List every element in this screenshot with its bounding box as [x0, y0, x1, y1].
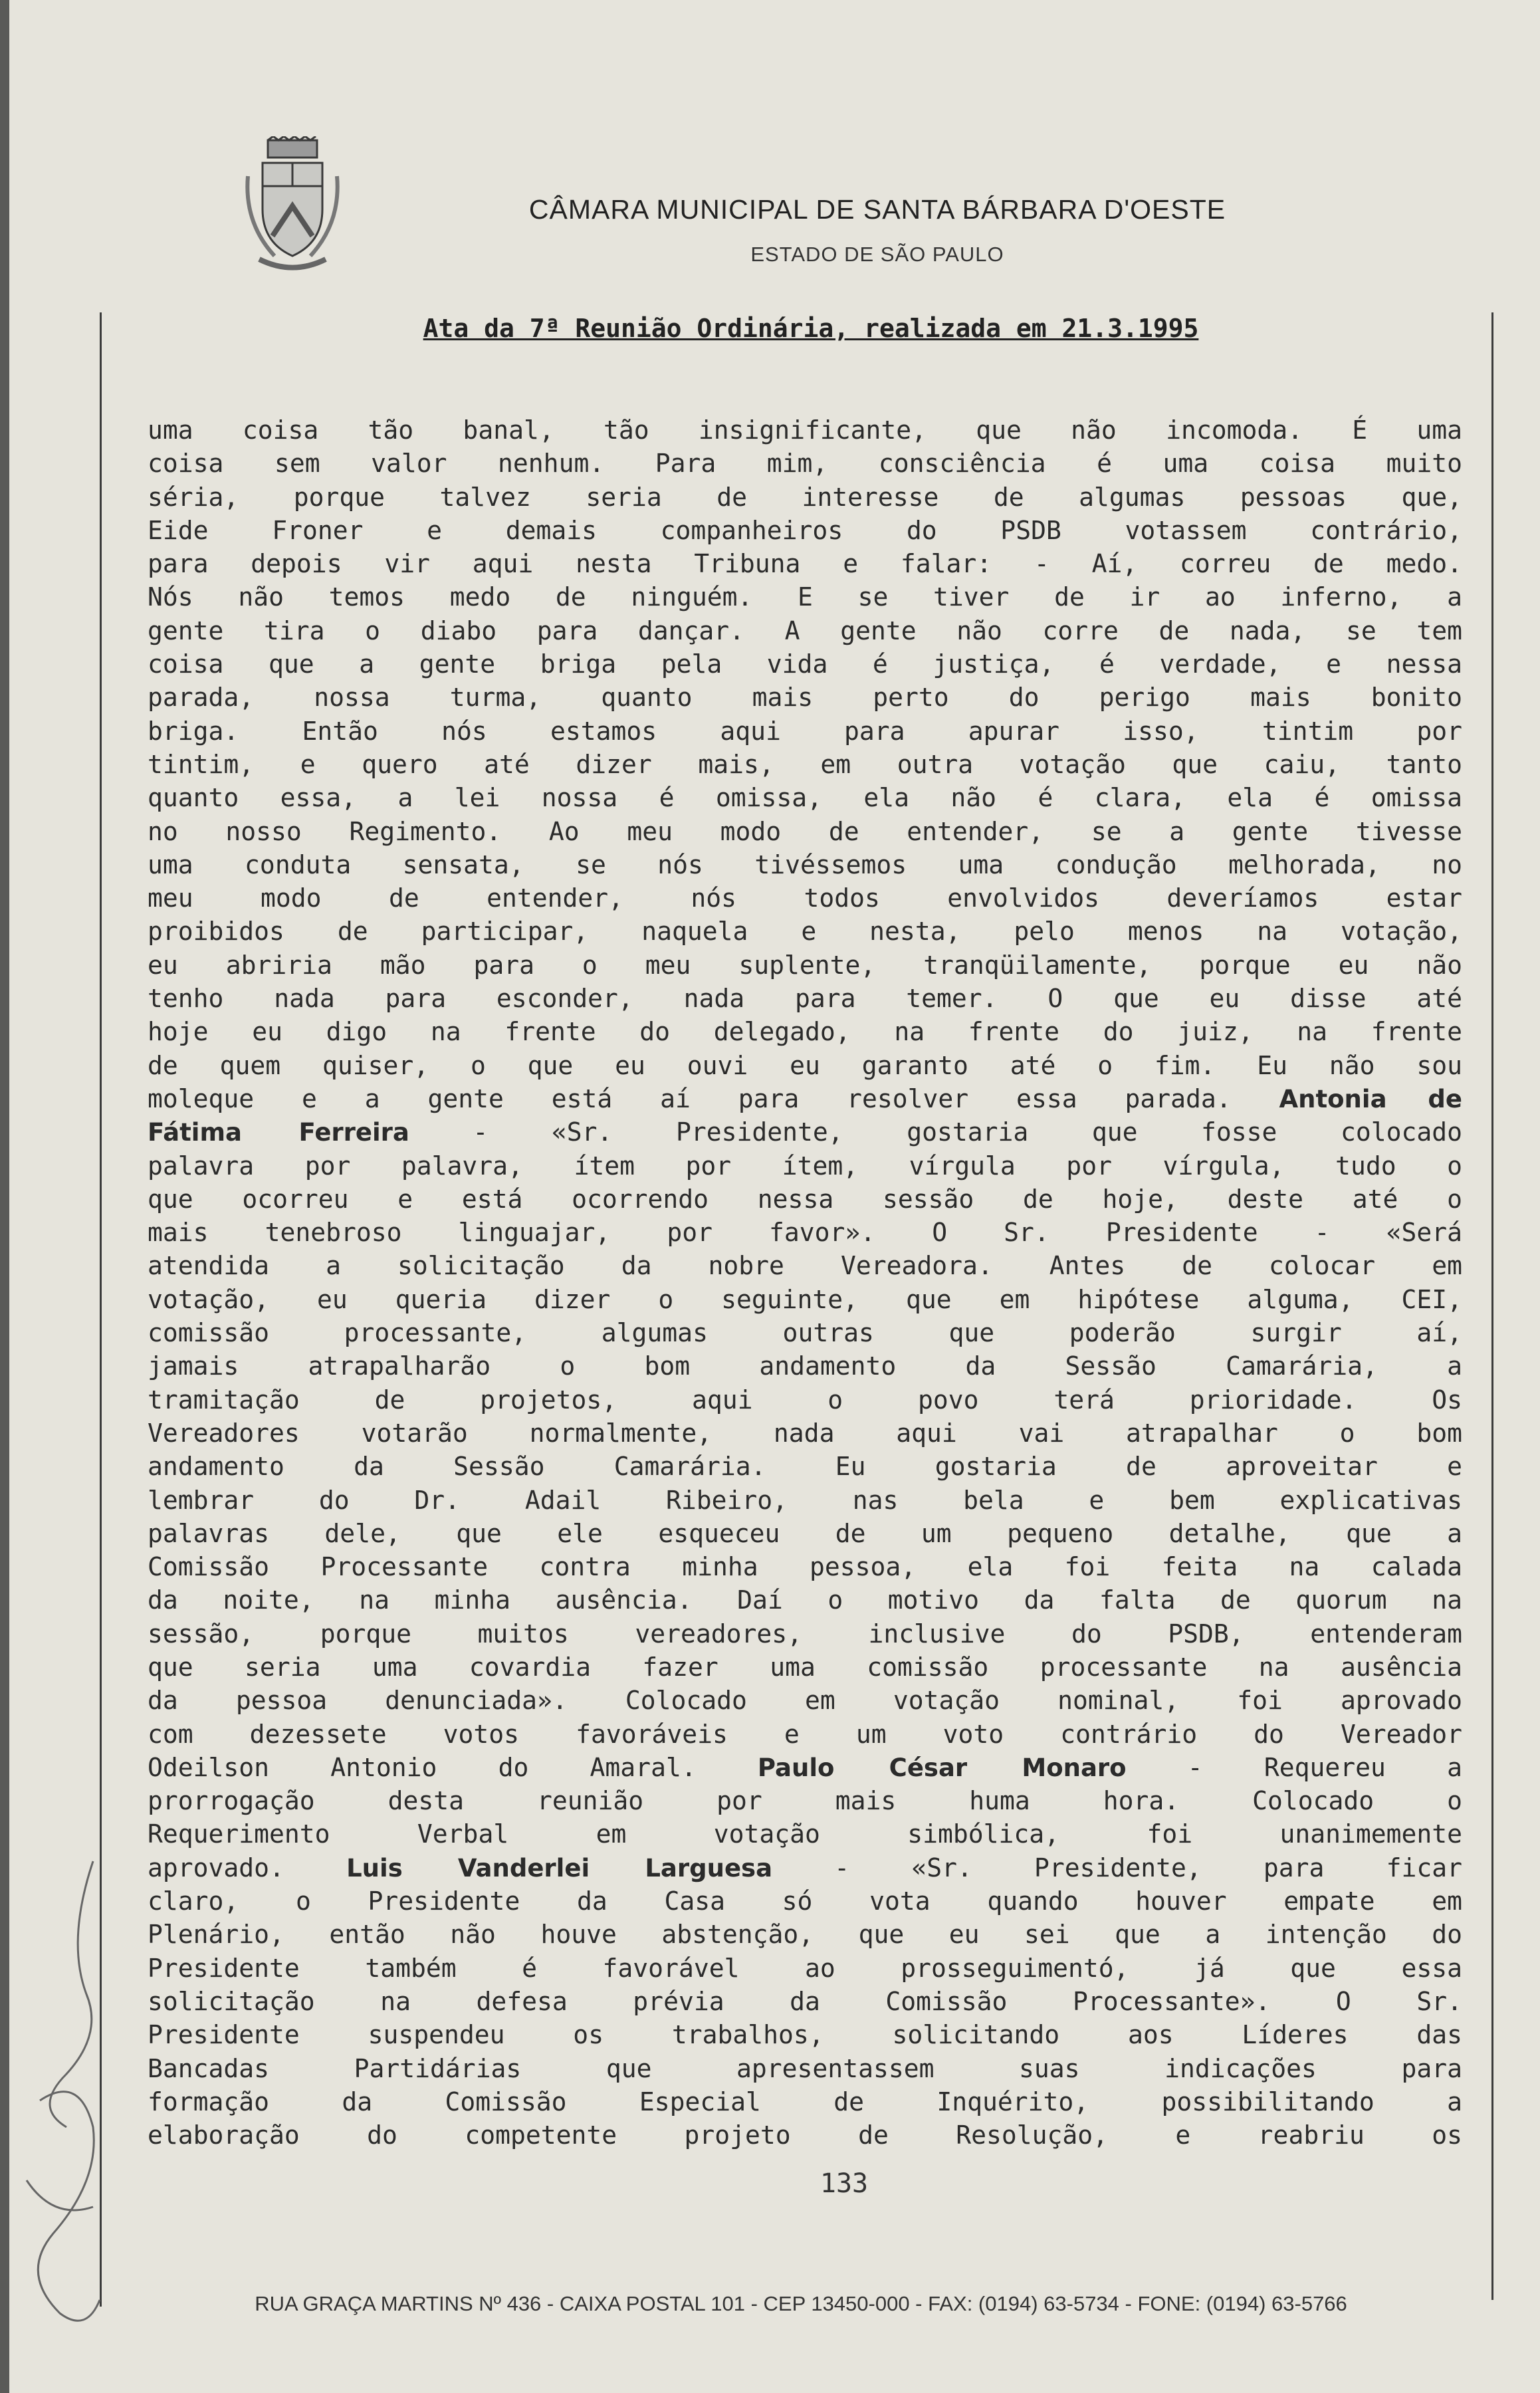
text-segment: elaboração do competente projeto de Resolução, e reabriu os: [148, 2120, 1462, 2150]
text-line: [148, 1283, 1462, 1316]
text-segment: tramitação de projetos, aqui o povo terá prioridade. Os: [148, 1385, 1462, 1415]
text-segment: meu modo de entender, nós todos envolvidos deveríamos estar: [148, 883, 1462, 913]
text-segment: gente tira o diabo para dançar. A gente não corre de nada, se tem: [148, 616, 1462, 645]
text-line: [148, 2118, 1462, 2152]
text-line: [148, 1617, 1462, 1651]
speaker-name: Antonia de: [1279, 1084, 1462, 1113]
text-line: [148, 1484, 1462, 1517]
text-line: [148, 1784, 1462, 1817]
text-line: [148, 881, 1462, 915]
text-segment: aprovado.: [148, 1853, 347, 1882]
text-segment: uma coisa tão banal, tão insignificante, que não incomoda. É uma: [148, 415, 1462, 445]
text-segment: no nosso Regimento. Ao meu modo de entender, se a gente tivesse: [148, 816, 1462, 846]
text-segment: claro, o Presidente da Casa só vota quando houver empate em: [148, 1886, 1462, 1916]
state-name: ESTADO DE SÃO PAULO: [750, 243, 1004, 266]
page-number: 133: [820, 2168, 869, 2199]
coat-of-arms-icon: [243, 136, 342, 276]
text-line: [148, 1115, 1462, 1149]
text-segment: sessão, porque muitos vereadores, inclusive do PSDB, entenderam: [148, 1619, 1462, 1649]
text-line: [148, 1918, 1462, 1951]
text-segment: parada, nossa turma, quanto mais perto do perigo mais bonito: [148, 683, 1462, 713]
text-segment: briga. Então nós estamos aqui para apurar isso, tintim por: [148, 716, 1462, 746]
text-line: [148, 2018, 1462, 2051]
text-segment: tenho nada para esconder, nada para temer. O que eu disse até: [148, 984, 1462, 1014]
right-margin-rule: [1491, 312, 1493, 2300]
text-line: [148, 1417, 1462, 1450]
text-line: [148, 1952, 1462, 1985]
text-line: [148, 2052, 1462, 2085]
text-segment: uma conduta sensata, se nós tivéssemos uma condução melhorada, no: [148, 850, 1462, 879]
text-line: [148, 1015, 1462, 1048]
text-line: [148, 1817, 1462, 1851]
text-segment: prorrogação desta reunião por mais huma hora. Colocado o: [148, 1786, 1462, 1816]
text-segment: para depois vir aqui nesta Tribuna e falar: - Aí, correu de medo.: [148, 549, 1462, 579]
text-line: [148, 547, 1462, 580]
text-segment: Plenário, então não houve abstenção, que eu sei que a intenção do: [148, 1920, 1462, 1950]
text-line: [148, 1751, 1462, 1784]
text-segment: da pessoa denunciada». Colocado em votação nominal, foi aprovado: [148, 1686, 1462, 1716]
text-segment: de quem quiser, o que eu ouvi eu garanto até o fim. Eu não sou: [148, 1050, 1462, 1080]
text-line: [148, 949, 1462, 982]
text-segment: hoje eu digo na frente do delegado, na frente do juiz, na frente: [148, 1017, 1462, 1047]
text-line: [148, 1149, 1462, 1183]
text-line: [148, 781, 1462, 814]
text-line: [148, 647, 1462, 681]
text-segment: com dezessete votos favoráveis e um voto contrário do Vereador: [148, 1719, 1462, 1749]
text-line: [148, 915, 1462, 948]
text-segment: Comissão Processante contra minha pessoa, ela foi feita na calada: [148, 1552, 1462, 1582]
text-segment: que ocorreu e está ocorrendo nessa sessão de hoje, deste até o: [148, 1184, 1462, 1214]
text-line: [148, 1985, 1462, 2018]
text-line: [148, 681, 1462, 714]
text-line: [148, 1684, 1462, 1717]
text-line: [148, 413, 1462, 447]
text-line: [148, 1884, 1462, 1918]
document-title: Ata da 7ª Reunião Ordinária, realizada em 21.3.1995: [423, 314, 1199, 343]
text-line: [148, 1383, 1462, 1417]
text-segment: palavras dele, que ele esqueceu de um pequeno detalhe, que a: [148, 1518, 1462, 1548]
text-segment: Vereadores votarão normalmente, nada aqui vai atrapalhar o bom: [148, 1418, 1462, 1448]
text-segment: eu abriria mão para o meu suplente, tranqüilamente, porque eu não: [148, 950, 1462, 980]
footer-address: RUA GRAÇA MARTINS Nº 436 - CAIXA POSTAL 101 - CEP 13450-000 - FAX: (0194) 63-5734 - FONE: (0194) 63-5766: [255, 2292, 1347, 2315]
text-segment: moleque e a gente está aí para resolver essa parada.: [148, 1083, 1279, 1113]
text-segment: proibidos de participar, naquela e nesta, pelo menos na votação,: [148, 917, 1462, 947]
text-segment: solicitação na defesa prévia da Comissão Processante». O Sr.: [148, 1986, 1462, 2016]
text-line: [148, 1718, 1462, 1751]
text-segment: tintim, e quero até dizer mais, em outra votação que caiu, tanto: [148, 749, 1462, 779]
speaker-name: Luis Vanderlei Larguesa: [346, 1853, 773, 1882]
text-segment: quanto essa, a lei nossa é omissa, ela não é clara, ela é omissa: [148, 783, 1462, 813]
text-segment: Eide Froner e demais companheiros do PSDB votassem contrário,: [148, 515, 1462, 545]
speaker-name: Fátima Ferreira: [148, 1118, 409, 1147]
text-line: [148, 1249, 1462, 1282]
text-line: [148, 1316, 1462, 1349]
text-line: [148, 1450, 1462, 1483]
text-segment: andamento da Sessão Camarária. Eu gostaria de aproveitar e: [148, 1452, 1462, 1482]
text-segment: formação da Comissão Especial de Inquérito, possibilitando a: [148, 2087, 1462, 2116]
text-segment: - «Sr. Presidente, para ficar: [772, 1853, 1463, 1882]
text-line: [148, 1651, 1462, 1684]
text-segment: - Requereu a: [1126, 1752, 1463, 1782]
text-segment: Presidente suspendeu os trabalhos, solicitando aos Líderes das: [148, 2020, 1462, 2050]
text-segment: que seria uma covardia fazer uma comissão processante na ausência: [148, 1652, 1462, 1682]
text-segment: palavra por palavra, ítem por ítem, vírgula por vírgula, tudo o: [148, 1151, 1462, 1181]
text-segment: jamais atrapalharão o bom andamento da Sessão Camarária, a: [148, 1351, 1462, 1381]
text-segment: comissão processante, algumas outras que poderão surgir aí,: [148, 1318, 1462, 1348]
text-line: [148, 1349, 1462, 1383]
text-segment: Bancadas Partidárias que apresentassem suas indicações para: [148, 2053, 1462, 2083]
text-segment: atendida a solicitação da nobre Vereadora. Antes de colocar em: [148, 1251, 1462, 1281]
institution-name: CÂMARA MUNICIPAL DE SANTA BÁRBARA D'OESTE: [528, 194, 1226, 225]
text-segment: séria, porque talvez seria de interesse de algumas pessoas que,: [148, 482, 1462, 512]
text-line: [148, 1082, 1462, 1115]
text-line: [148, 514, 1462, 547]
text-line: [148, 848, 1462, 881]
text-line: [148, 982, 1462, 1015]
text-segment: coisa sem valor nenhum. Para mim, consciência é uma coisa muito: [148, 449, 1462, 479]
text-segment: lembrar do Dr. Adail Ribeiro, nas bela e bem explicativas: [148, 1485, 1462, 1515]
text-line: [148, 815, 1462, 848]
minutes-body: [148, 413, 1462, 2152]
text-segment: Nós não temos medo de ninguém. E se tiver de ir ao inferno, a: [148, 582, 1462, 612]
text-segment: Requerimento Verbal em votação simbólica, foi unanimemente: [148, 1819, 1462, 1849]
text-line: [148, 1216, 1462, 1249]
text-line: [148, 1583, 1462, 1617]
text-line: [148, 1851, 1462, 1884]
text-segment: mais tenebroso linguajar, por favor». O Sr. Presidente - «Será: [148, 1218, 1462, 1248]
text-line: [148, 580, 1462, 614]
text-line: [148, 2085, 1462, 2118]
text-line: [148, 1049, 1462, 1082]
text-line: [148, 1183, 1462, 1216]
scan-edge-shadow: [0, 0, 9, 2393]
text-line: [148, 614, 1462, 647]
text-segment: Odeilson Antonio do Amaral.: [148, 1752, 758, 1782]
text-line: [148, 1550, 1462, 1583]
text-segment: coisa que a gente briga pela vida é justiça, é verdade, e nessa: [148, 649, 1462, 679]
text-segment: - «Sr. Presidente, gostaria que fosse colocado: [409, 1117, 1463, 1147]
text-line: [148, 748, 1462, 781]
text-segment: da noite, na minha ausência. Daí o motivo da falta de quorum na: [148, 1585, 1462, 1615]
text-line: [148, 715, 1462, 748]
speaker-name: Paulo César Monaro: [757, 1753, 1127, 1782]
text-line: [148, 1517, 1462, 1550]
text-segment: Presidente também é favorável ao prosseguimentó, já que essa: [148, 1953, 1462, 1983]
text-line: [148, 481, 1462, 514]
text-segment: votação, eu queria dizer o seguinte, que em hipótese alguma, CEI,: [148, 1284, 1462, 1314]
text-line: [148, 447, 1462, 480]
